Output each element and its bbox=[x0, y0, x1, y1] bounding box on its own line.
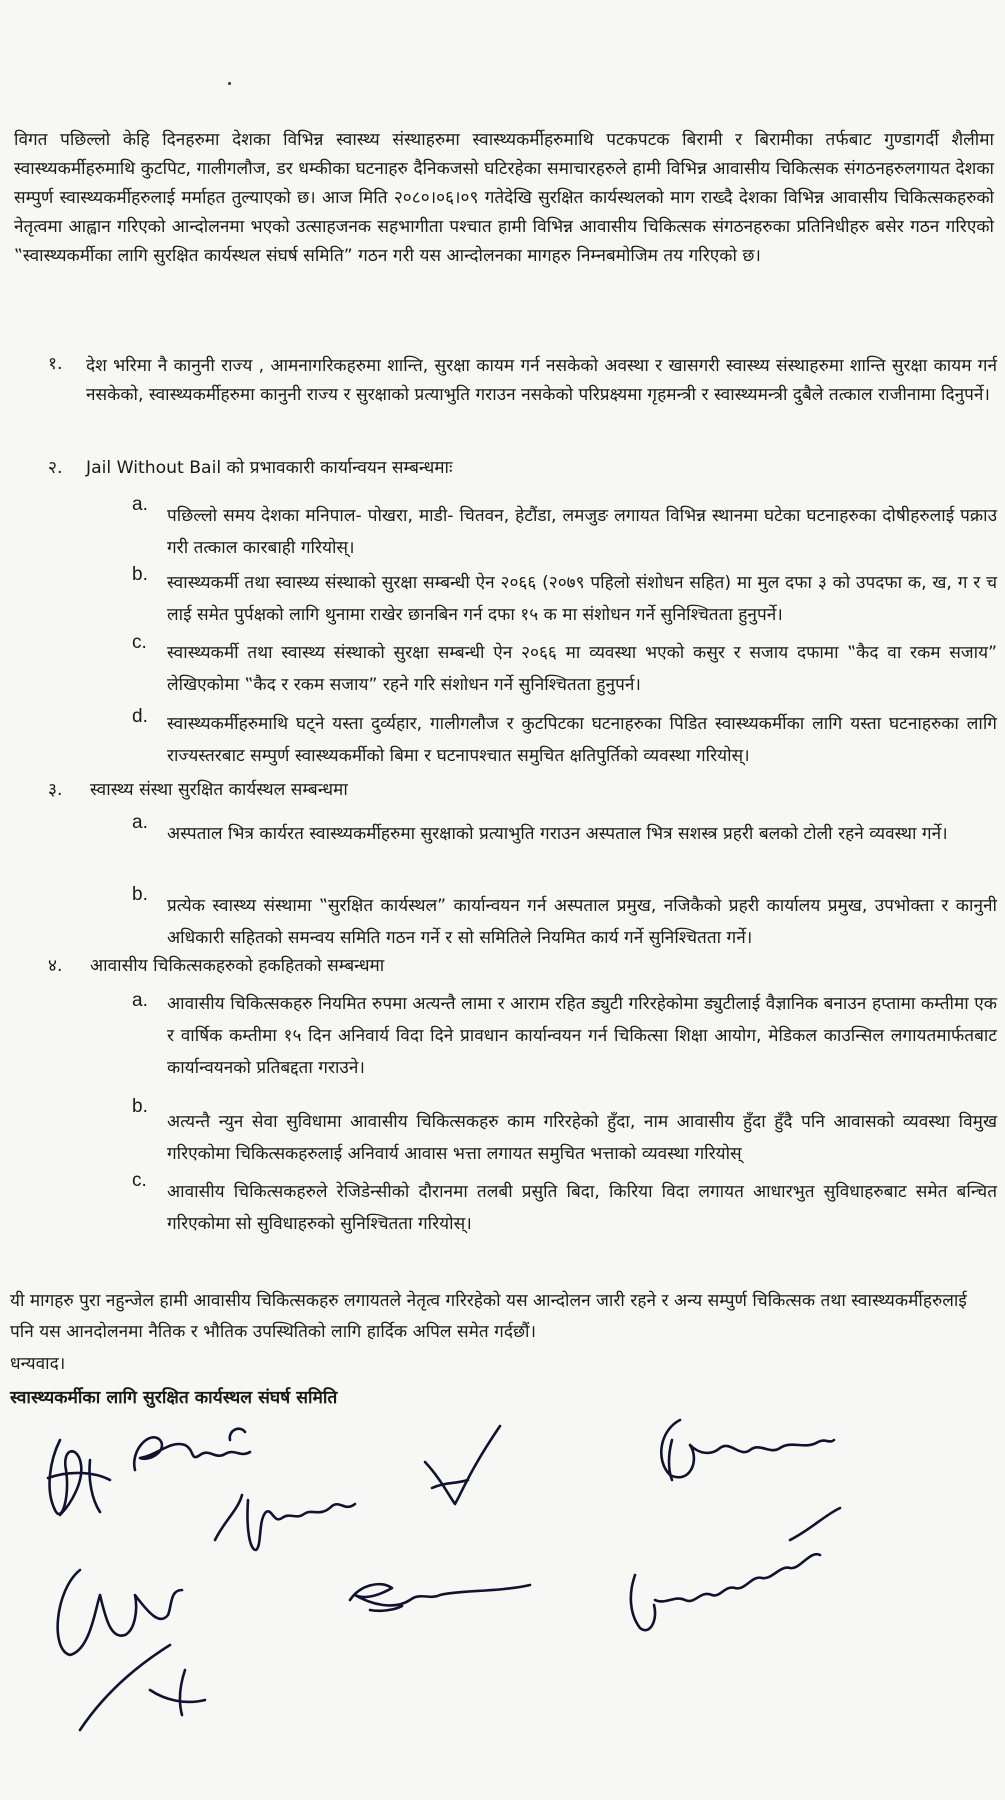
sub-item-text: स्वास्थ्यकर्मी तथा स्वास्थ्य संस्थाको सुरक्षा सम्बन्धी ऐन २०६६ मा व्यवस्था भएको कसुर र सजाय दफामा ‟कैद वा रकम सजाय” लेखिएकोमा ‟कैद र रकम सजाय” रहने गरि संशोधन गर्ने सुनिश्चितता हुनुपर्न। bbox=[167, 643, 997, 695]
sub-item-text: स्वास्थ्यकर्मीहरुमाथि घट्ने यस्ता दुर्व्यहार, गालीगलौज र कुटपिटका घटनाहरुका पिडित स्वास्थ्यकर्मीका लागि यस्ता घटनाहरुका लागि राज्यस्तरबाट सम्पुर्ण स्वास्थ्यकर्मीको बिमा र घटनापश्चात समुचित क्षतिपुर्तिको व्यवस्था गरियोस्। bbox=[167, 714, 997, 766]
sub-item-text: स्वास्थ्यकर्मी तथा स्वास्थ्य संस्थाको सुरक्षा सम्बन्धी ऐन २०६६ (२०७९ पहिलो संशोधन सहित) मा मुल दफा ३ को उपदफा क, ख, ग र च लाई समेत पुर्पक्षको लागि थुनामा राखेर छानबिन गर्न दफा १५ क मा संशोधन गर्ने सुनिश्चितता हुनुपर्ने। bbox=[167, 573, 997, 625]
sub-item-letter: b. bbox=[132, 884, 148, 905]
sub-item-letter: c. bbox=[132, 1170, 147, 1191]
signature-8 bbox=[631, 1508, 840, 1630]
sub-item-text: अस्पताल भित्र कार्यरत स्वास्थ्यकर्मीहरुमा सुरक्षाको प्रत्याभुति गराउन अस्पताल भित्र सशस्त्र प्रहरी बलको टोली रहने व्यवस्था गर्ने। bbox=[167, 824, 948, 844]
sub-item-text: आवासीय चिकित्सकहरु नियमित रुपमा अत्यन्तै लामा र आराम रहित ड्युटी गरिरहेकोमा ड्युटीलाई वैज्ञानिक बनाउन हप्तामा कम्तीमा एक र वार्षिक कम्तीमा १५ दिन अनिवार्य विदा दिने प्रावधान कार्यान्वयन गर्न चिकित्सा शिक्षा आयोग, मेडिकल काउन्सिल लगायतमार्फतबाट कार्यान्वयनको प्रतिबद्दता गराउने। bbox=[167, 994, 997, 1078]
sub-item-text: पछिल्लो समय देशका मनिपाल- पोखरा, माडी- चितवन, हेटौंडा, लमजुङ लगायत विभिन्न स्थानमा घटेका घटनाहरुका दोषीहरुलाई पक्राउ गरी तत्काल कारबाही गरियोस्। bbox=[167, 506, 997, 558]
sub-item-text: अत्यन्तै न्युन सेवा सुविधामा आवासीय चिकित्सकहरु काम गरिरहेको हुँदा, नाम आवासीय हुँदा हुँदै पनि आवासको व्यवस्था विमुख गरिएकोमा चिकित्सकहरुलाई अनिवार्य आवास भत्ता लगायत समुचित भत्ताको व्यवस्था गरियोस् bbox=[167, 1112, 997, 1164]
committee-name: स्वास्थ्यकर्मीका लागि सुरक्षित कार्यस्थल संघर्ष समिति bbox=[10, 1388, 338, 1408]
item-number: १. bbox=[48, 354, 63, 374]
sub-item-text: आवासीय चिकित्सकहरुले रेजिडेन्सीको दौरानमा तलबी प्रसुति बिदा, किरिया विदा लगायत आधारभुत सुविधाहरुबाट समेत बन्चित गरिएकोमा सो सुविधाहरुको सुनिश्चितता गरियोस्। bbox=[167, 1182, 997, 1234]
sub-item-letter: d. bbox=[132, 706, 148, 727]
thanks-text: धन्यवाद। bbox=[10, 1354, 66, 1374]
sub-item-letter: b. bbox=[132, 1096, 148, 1117]
sub-item-letter: a. bbox=[132, 494, 148, 515]
scan-speck bbox=[228, 82, 231, 85]
sub-item-letter: a. bbox=[132, 990, 148, 1011]
closing-paragraph: यी मागहरु पुरा नहुन्जेल हामी आवासीय चिकित्सकहरु लगायतले नेतृत्व गरिरहेको यस आन्दोलन जारी रहने र अन्य सम्पुर्ण चिकित्सक तथा स्वास्थ्यकर्मीहरुलाई पनि यस आनदोलनमा नैतिक र भौतिक उपस्थितिको लागि हार्दिक अपिल समेत गर्दछौं। bbox=[10, 1291, 967, 1342]
signature-3 bbox=[215, 1495, 355, 1550]
item-heading: स्वास्थ्य संस्था सुरक्षित कार्यस्थल सम्बन्धमा bbox=[90, 780, 348, 800]
intro-paragraph: विगत पछिल्लो केहि दिनहरुमा देशका विभिन्न स्वास्थ्य संस्थाहरुमा स्वास्थ्यकर्मीहरुमाथि पटकपटक बिरामी र बिरामीका तर्फबाट गुण्डागर्दी शैलीमा स्वास्थ्यकर्मीहरुमाथि कुटपिट, गालीगलौज, डर धम्कीका घटनाहरु दैनिकजसो घटिरहेका समाचारहरुले हामी विभिन्न आवासीय चिकित्सक संगठनहरुलगायत देशका सम्पुर्ण स्वास्थ्यकर्मीहरुलाई मर्माहत तुल्याएको छ। आज मिति २०८०।०६।०९ गतेदेखि सुरक्षित कार्यस्थलको माग राख्दै देशका विभिन्न आवासीय चिकित्सकहरुको नेतृत्वमा आह्वान गरिएको आन्दोलनमा भएको उत्साहजनक सहभागीता पश्चात हामी विभिन्न आवासीय चिकित्सक संगठनहरुका प्रतिनिधीहरु बसेर गठन गरिएको ‟स्वास्थ्यकर्मीका लागि सुरक्षित कार्यस्थल संघर्ष समिति” गठन गरी यस आन्दोलनका मागहरु निम्नबमोजिम तय गरिएको छ। bbox=[14, 130, 994, 266]
signature-1 bbox=[48, 1440, 110, 1515]
item-number: २. bbox=[48, 458, 63, 478]
item-heading: Jail Without Bail को प्रभावकारी कार्यान्वयन सम्बन्धमाः bbox=[86, 458, 453, 478]
signature-4 bbox=[425, 1426, 500, 1504]
signatures-image bbox=[0, 1400, 1005, 1800]
signature-5 bbox=[58, 1570, 205, 1730]
signature-7 bbox=[661, 1420, 834, 1480]
item-number: ३. bbox=[48, 780, 63, 800]
sub-item-letter: c. bbox=[132, 632, 147, 653]
sub-item-letter: a. bbox=[132, 812, 148, 833]
signature-6 bbox=[350, 1584, 530, 1611]
item-number: ४. bbox=[48, 956, 63, 976]
sub-item-letter: b. bbox=[132, 564, 148, 585]
item-text: देश भरिमा नै कानुनी राज्य , आमनागरिकहरुमा शान्ति, सुरक्षा कायम गर्न नसकेको अवस्था र खासगरी स्वास्थ्य संस्थाहरुमा शान्ति सुरक्षा कायम गर्न नसकेको, स्वास्थ्यकर्मीहरुमा कानुनी राज्य र सुरक्षाको प्रत्याभुति गराउन नसकेको परिप्रक्ष्यमा गृहमन्त्री र स्वास्थ्यमन्त्री दुबैले तत्काल राजीनामा दिनुपर्ने। bbox=[86, 356, 997, 405]
item-heading: आवासीय चिकित्सकहरुको हकहितको सम्बन्धमा bbox=[90, 956, 385, 976]
sub-item-text: प्रत्येक स्वास्थ्य संस्थामा ‟सुरक्षित कार्यस्थल” कार्यान्वयन गर्न अस्पताल प्रमुख, नजिकैको प्रहरी कार्यालय प्रमुख, उपभोक्ता र कानुनी अधिकारी सहितको समन्वय समिति गठन गर्ने र सो समितिले नियमित कार्य गर्ने सुनिश्चितता गर्ने। bbox=[167, 896, 997, 948]
signature-2 bbox=[134, 1429, 250, 1470]
